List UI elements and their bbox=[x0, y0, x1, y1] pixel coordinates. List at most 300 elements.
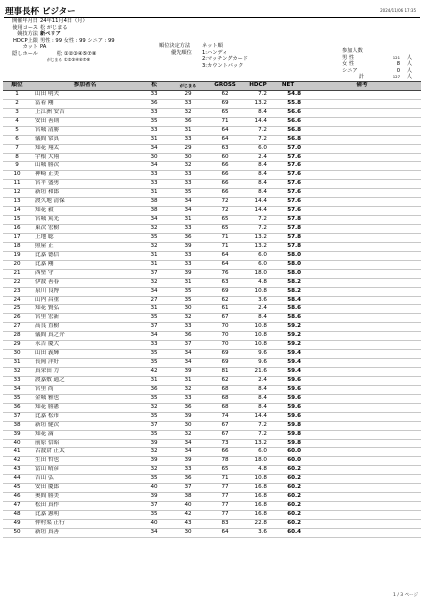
course1-score-cell: 39 bbox=[139, 439, 169, 448]
table-row bbox=[3, 394, 421, 403]
remarks-cell bbox=[303, 99, 421, 108]
results-table bbox=[3, 81, 421, 538]
course2-score-cell: 32 bbox=[169, 430, 207, 439]
table-row bbox=[3, 135, 421, 144]
name-cell: 新垣 和郎 bbox=[31, 189, 139, 198]
rank-cell: 47 bbox=[3, 502, 31, 511]
remarks-cell bbox=[303, 90, 421, 99]
remarks-cell bbox=[303, 448, 421, 457]
course2-score-cell: 39 bbox=[169, 368, 207, 377]
remarks-cell bbox=[303, 430, 421, 439]
rank-cell: 11 bbox=[3, 180, 31, 189]
name-cell: 山田 明夫 bbox=[31, 90, 139, 99]
hdcp-cell: 7.2 bbox=[243, 216, 273, 225]
total-count: 127 bbox=[392, 74, 400, 79]
remarks-cell bbox=[303, 457, 421, 466]
name-cell: 奥間 勝美 bbox=[31, 493, 139, 502]
rank-cell: 42 bbox=[3, 457, 31, 466]
remarks-cell bbox=[303, 269, 421, 278]
course2-score-cell: 42 bbox=[169, 511, 207, 520]
gross-cell: 70 bbox=[207, 332, 243, 341]
course2-score-cell: 31 bbox=[169, 126, 207, 135]
gross-cell: 60 bbox=[207, 153, 243, 162]
rank-cell: 39 bbox=[3, 430, 31, 439]
course1-score-cell: 32 bbox=[139, 403, 169, 412]
course2-score-cell: 33 bbox=[169, 225, 207, 234]
hdcp-cell: 8.4 bbox=[243, 314, 273, 323]
net-cell: 59.6 bbox=[273, 403, 303, 412]
course2-score-cell: 33 bbox=[169, 99, 207, 108]
remarks-cell bbox=[303, 314, 421, 323]
table-row bbox=[3, 153, 421, 162]
hidden-holes-row-2 bbox=[3, 57, 115, 64]
rank-cell: 21 bbox=[3, 269, 31, 278]
rank-cell: 20 bbox=[3, 260, 31, 269]
name-cell: 安田 善則 bbox=[31, 117, 139, 126]
gross-cell: 64 bbox=[207, 528, 243, 537]
rank-cell: 29 bbox=[3, 341, 31, 350]
remarks-cell bbox=[303, 242, 421, 251]
table-row bbox=[3, 332, 421, 341]
net-cell: 58.0 bbox=[273, 251, 303, 260]
net-cell: 58.0 bbox=[273, 260, 303, 269]
name-cell: 宮平 盛勇 bbox=[31, 180, 139, 189]
hdcp-cell: 2.4 bbox=[243, 153, 273, 162]
gross-cell: 62 bbox=[207, 90, 243, 99]
course1-score-cell: 40 bbox=[139, 484, 169, 493]
rank-cell: 26 bbox=[3, 314, 31, 323]
name-cell: 生田 哲也 bbox=[31, 457, 139, 466]
course-value: 松 がじまる bbox=[40, 24, 68, 31]
course1-score-cell: 30 bbox=[139, 153, 169, 162]
gross-cell: 65 bbox=[207, 466, 243, 475]
participants-block bbox=[342, 48, 412, 81]
net-cell: 57.8 bbox=[273, 225, 303, 234]
net-cell: 59.6 bbox=[273, 394, 303, 403]
net-cell: 56.8 bbox=[273, 135, 303, 144]
course1-score-cell: 35 bbox=[139, 350, 169, 359]
remarks-cell bbox=[303, 394, 421, 403]
course1-score-cell: 38 bbox=[139, 207, 169, 216]
rank-cell: 23 bbox=[3, 287, 31, 296]
remarks-cell bbox=[303, 189, 421, 198]
course2-score-cell: 39 bbox=[169, 269, 207, 278]
net-cell: 59.2 bbox=[273, 332, 303, 341]
hdcp-limit-value: 男性 : 99 女性 : 99 シニア : 99 bbox=[40, 37, 115, 44]
rank-cell: 22 bbox=[3, 278, 31, 287]
course1-score-cell: 33 bbox=[139, 171, 169, 180]
name-cell: 古波倉 正太 bbox=[31, 448, 139, 457]
name-cell: 宮里 宏新 bbox=[31, 314, 139, 323]
hdcp-cell: 10.8 bbox=[243, 323, 273, 332]
rank-cell: 28 bbox=[3, 332, 31, 341]
table-row bbox=[3, 171, 421, 180]
gross-cell: 67 bbox=[207, 314, 243, 323]
remarks-cell bbox=[303, 233, 421, 242]
course1-score-cell: 39 bbox=[139, 493, 169, 502]
remarks-cell bbox=[303, 493, 421, 502]
course1-score-cell: 33 bbox=[139, 126, 169, 135]
rank-cell: 10 bbox=[3, 171, 31, 180]
rank-cell: 40 bbox=[3, 439, 31, 448]
rank-cell: 43 bbox=[3, 466, 31, 475]
remarks-cell bbox=[303, 502, 421, 511]
rank-cell: 5 bbox=[3, 126, 31, 135]
table-row bbox=[3, 323, 421, 332]
hdcp-cell: 8.4 bbox=[243, 171, 273, 180]
net-cell: 58.0 bbox=[273, 269, 303, 278]
course2-score-cell: 34 bbox=[169, 359, 207, 368]
hdcp-cell: 16.8 bbox=[243, 502, 273, 511]
hdcp-cell: 4.8 bbox=[243, 278, 273, 287]
gross-cell: 70 bbox=[207, 341, 243, 350]
remarks-cell bbox=[303, 278, 421, 287]
remarks-cell bbox=[303, 171, 421, 180]
table-row bbox=[3, 216, 421, 225]
course1-score-cell: 32 bbox=[139, 225, 169, 234]
hdcp-cell: 8.4 bbox=[243, 162, 273, 171]
course1-score-cell: 35 bbox=[139, 511, 169, 520]
remarks-cell bbox=[303, 251, 421, 260]
rank-cell: 15 bbox=[3, 216, 31, 225]
hdcp-cell: 7.2 bbox=[243, 430, 273, 439]
name-cell: 真栄田 力 bbox=[31, 368, 139, 377]
remarks-cell bbox=[303, 144, 421, 153]
course1-score-cell: 35 bbox=[139, 412, 169, 421]
net-cell: 57.8 bbox=[273, 242, 303, 251]
total-unit: 人 bbox=[406, 74, 412, 80]
gross-cell: 71 bbox=[207, 233, 243, 242]
net-cell: 59.8 bbox=[273, 421, 303, 430]
table-header-row bbox=[3, 82, 421, 91]
rank-cell: 35 bbox=[3, 394, 31, 403]
hdcp-cell: 7.2 bbox=[243, 126, 273, 135]
gross-cell: 61 bbox=[207, 305, 243, 314]
course1-score-cell: 37 bbox=[139, 323, 169, 332]
participants-label: 参加人数 bbox=[342, 48, 363, 54]
name-cell: 永吉 慶大 bbox=[31, 341, 139, 350]
course2-score-cell: 33 bbox=[169, 466, 207, 475]
course2-score-cell: 30 bbox=[169, 421, 207, 430]
net-cell: 55.8 bbox=[273, 99, 303, 108]
name-cell: 新垣 健次 bbox=[31, 421, 139, 430]
remarks-cell bbox=[303, 528, 421, 537]
table-row bbox=[3, 162, 421, 171]
name-cell: 上江洲 安吉 bbox=[31, 108, 139, 117]
net-cell: 60.2 bbox=[273, 502, 303, 511]
name-cell: 當山 晴彦 bbox=[31, 466, 139, 475]
name-cell: 東次 宏樹 bbox=[31, 225, 139, 234]
hdcp-cell: 10.8 bbox=[243, 287, 273, 296]
name-cell: 宮城 清勝 bbox=[31, 126, 139, 135]
remarks-cell bbox=[303, 225, 421, 234]
name-cell: 安田 慶郎 bbox=[31, 484, 139, 493]
net-cell: 54.8 bbox=[273, 90, 303, 99]
course1-score-cell: 31 bbox=[139, 376, 169, 385]
net-cell: 60.2 bbox=[273, 493, 303, 502]
table-row bbox=[3, 466, 421, 475]
name-cell: 渡久地 清保 bbox=[31, 198, 139, 207]
male-unit: 人 bbox=[406, 54, 412, 61]
rank-cell: 34 bbox=[3, 385, 31, 394]
course2-score-cell: 34 bbox=[169, 439, 207, 448]
name-cell: 金城 雅也 bbox=[31, 394, 139, 403]
hdcp-cell: 13.2 bbox=[243, 99, 273, 108]
course1-score-cell: 35 bbox=[139, 233, 169, 242]
gross-cell: 74 bbox=[207, 412, 243, 421]
course1-score-cell: 35 bbox=[139, 430, 169, 439]
name-cell: 仲村渠 正行 bbox=[31, 519, 139, 528]
remarks-cell bbox=[303, 296, 421, 305]
table-row bbox=[3, 189, 421, 198]
hidden-holes-2: ①②③④⑥⑦⑧ bbox=[64, 57, 91, 62]
course1-score-cell: 34 bbox=[139, 287, 169, 296]
remarks-cell bbox=[303, 198, 421, 207]
name-cell: 山田 義輝 bbox=[31, 350, 139, 359]
rank-cell: 31 bbox=[3, 359, 31, 368]
remarks-cell bbox=[303, 287, 421, 296]
gross-cell: 65 bbox=[207, 225, 243, 234]
remarks-cell bbox=[303, 421, 421, 430]
hdcp-cell: 18.0 bbox=[243, 269, 273, 278]
gross-cell: 69 bbox=[207, 350, 243, 359]
gross-cell: 66 bbox=[207, 189, 243, 198]
course1-score-cell: 35 bbox=[139, 117, 169, 126]
gross-cell: 69 bbox=[207, 359, 243, 368]
hdcp-cell: 21.6 bbox=[243, 368, 273, 377]
table-row bbox=[3, 502, 421, 511]
table-row bbox=[3, 287, 421, 296]
rank-cell: 32 bbox=[3, 368, 31, 377]
hdcp-cell: 6.0 bbox=[243, 144, 273, 153]
rank-decision-label: 順位決定方法 bbox=[159, 43, 191, 49]
hidden-holes-label: 隠しホール bbox=[12, 50, 38, 57]
rank-cell: 27 bbox=[3, 323, 31, 332]
name-cell: 比嘉 剛 bbox=[31, 260, 139, 269]
table-row bbox=[3, 412, 421, 421]
net-cell: 59.4 bbox=[273, 359, 303, 368]
rank-cell: 49 bbox=[3, 519, 31, 528]
remarks-cell bbox=[303, 135, 421, 144]
course2-score-cell: 35 bbox=[169, 287, 207, 296]
gross-cell: 77 bbox=[207, 484, 243, 493]
senior-label: シニア bbox=[342, 67, 358, 74]
table-row bbox=[3, 198, 421, 207]
name-cell: 宮城 篤光 bbox=[31, 216, 139, 225]
rank-cell: 1 bbox=[3, 90, 31, 99]
course1-score-cell: 33 bbox=[139, 341, 169, 350]
page-title: 理事長杯 ビジター bbox=[5, 7, 76, 17]
name-cell: 照屋 正 bbox=[31, 242, 139, 251]
gross-cell: 78 bbox=[207, 457, 243, 466]
net-cell: 59.6 bbox=[273, 376, 303, 385]
hdcp-cell: 10.8 bbox=[243, 341, 273, 350]
gross-cell: 71 bbox=[207, 475, 243, 484]
course1-score-cell: 32 bbox=[139, 466, 169, 475]
course1-score-cell: 31 bbox=[139, 135, 169, 144]
hdcp-cell: 10.8 bbox=[243, 332, 273, 341]
course1-score-cell: 33 bbox=[139, 90, 169, 99]
rank-cell: 30 bbox=[3, 350, 31, 359]
net-cell: 59.8 bbox=[273, 430, 303, 439]
gross-cell: 81 bbox=[207, 368, 243, 377]
hdcp-cell: 8.4 bbox=[243, 189, 273, 198]
rank-cell: 45 bbox=[3, 484, 31, 493]
net-cell: 58.6 bbox=[273, 305, 303, 314]
priority-2: 2:マッチングカード bbox=[202, 56, 248, 62]
gross-cell: 76 bbox=[207, 269, 243, 278]
page-number: 1 / 3 ページ bbox=[393, 593, 418, 598]
gross-cell: 71 bbox=[207, 242, 243, 251]
table-row bbox=[3, 233, 421, 242]
net-cell: 57.6 bbox=[273, 198, 303, 207]
gross-cell: 64 bbox=[207, 260, 243, 269]
method-value: 新ペリア bbox=[40, 31, 61, 37]
hdcp-cell: 13.2 bbox=[243, 439, 273, 448]
table-row bbox=[3, 108, 421, 117]
table-row bbox=[3, 144, 421, 153]
net-cell: 58.4 bbox=[273, 296, 303, 305]
table-row bbox=[3, 305, 421, 314]
gross-cell: 67 bbox=[207, 430, 243, 439]
course1-score-cell: 35 bbox=[139, 394, 169, 403]
net-cell: 60.2 bbox=[273, 484, 303, 493]
course1-score-cell: 32 bbox=[139, 448, 169, 457]
hdcp-cell: 14.4 bbox=[243, 117, 273, 126]
senior-count: 0 bbox=[396, 67, 400, 74]
net-cell: 56.6 bbox=[273, 108, 303, 117]
net-cell: 60.2 bbox=[273, 475, 303, 484]
remarks-cell bbox=[303, 484, 421, 493]
course2-score-cell: 37 bbox=[169, 484, 207, 493]
course2-score-cell: 33 bbox=[169, 251, 207, 260]
rank-cell: 24 bbox=[3, 296, 31, 305]
course2-score-cell: 33 bbox=[169, 135, 207, 144]
name-cell: 儀間 真之介 bbox=[31, 332, 139, 341]
rank-cell: 38 bbox=[3, 421, 31, 430]
course2-score-cell: 31 bbox=[169, 216, 207, 225]
course2-score-cell: 32 bbox=[169, 385, 207, 394]
gross-cell: 64 bbox=[207, 251, 243, 260]
col-remarks-header: 備考 bbox=[303, 82, 421, 91]
hdcp-cell: 6.0 bbox=[243, 448, 273, 457]
hdcp-cell: 9.6 bbox=[243, 359, 273, 368]
rank-cell: 18 bbox=[3, 242, 31, 251]
priority-label: 優先順位 bbox=[171, 49, 192, 56]
course1-score-cell: 36 bbox=[139, 385, 169, 394]
remarks-cell bbox=[303, 153, 421, 162]
name-cell: 知花 勝憲 bbox=[31, 403, 139, 412]
course1-score-cell: 35 bbox=[139, 359, 169, 368]
net-cell: 60.2 bbox=[273, 511, 303, 520]
net-cell: 59.2 bbox=[273, 341, 303, 350]
hdcp-limit-label: HDCP上限 bbox=[12, 37, 38, 44]
name-cell: 儀間 常真 bbox=[31, 135, 139, 144]
net-cell: 59.6 bbox=[273, 385, 303, 394]
net-cell: 60.4 bbox=[273, 528, 303, 537]
event-date-label: 開催年月日 bbox=[12, 18, 38, 24]
gross-cell: 67 bbox=[207, 421, 243, 430]
course2-score-cell: 38 bbox=[169, 493, 207, 502]
course2-score-cell: 36 bbox=[169, 403, 207, 412]
course1-score-cell: 31 bbox=[139, 189, 169, 198]
rank-cell: 4 bbox=[3, 117, 31, 126]
name-cell: 冨着 剛 bbox=[31, 99, 139, 108]
name-cell: 山城 勝次 bbox=[31, 162, 139, 171]
net-cell: 60.0 bbox=[273, 448, 303, 457]
gross-cell: 83 bbox=[207, 519, 243, 528]
table-row bbox=[3, 99, 421, 108]
name-cell: 前原 信昭 bbox=[31, 439, 139, 448]
table-row bbox=[3, 368, 421, 377]
remarks-cell bbox=[303, 260, 421, 269]
female-label: 女 性 bbox=[342, 61, 355, 67]
gross-cell: 66 bbox=[207, 162, 243, 171]
net-cell: 57.6 bbox=[273, 180, 303, 189]
net-cell: 58.6 bbox=[273, 314, 303, 323]
course2-score-cell: 29 bbox=[169, 90, 207, 99]
gross-cell: 68 bbox=[207, 394, 243, 403]
hdcp-cell: 16.8 bbox=[243, 484, 273, 493]
hdcp-cell: 22.8 bbox=[243, 519, 273, 528]
hdcp-cell: 14.4 bbox=[243, 207, 273, 216]
name-cell: 渡嘉敷 通之 bbox=[31, 376, 139, 385]
course1-score-cell: 34 bbox=[139, 528, 169, 537]
course-label: 使用コース bbox=[12, 24, 38, 31]
hdcp-cell: 3.6 bbox=[243, 528, 273, 537]
remarks-cell bbox=[303, 341, 421, 350]
rank-cell: 36 bbox=[3, 403, 31, 412]
net-cell: 57.6 bbox=[273, 171, 303, 180]
course1-score-cell: 37 bbox=[139, 269, 169, 278]
remarks-cell bbox=[303, 207, 421, 216]
name-cell: 泉川 良博 bbox=[31, 287, 139, 296]
course2-score-cell: 39 bbox=[169, 412, 207, 421]
course2-score-cell: 32 bbox=[169, 162, 207, 171]
gross-cell: 63 bbox=[207, 144, 243, 153]
hdcp-cell: 6.0 bbox=[243, 260, 273, 269]
hdcp-cell: 2.4 bbox=[243, 376, 273, 385]
course2-score-cell: 34 bbox=[169, 448, 207, 457]
table-row bbox=[3, 314, 421, 323]
net-cell: 60.0 bbox=[273, 457, 303, 466]
gross-cell: 77 bbox=[207, 511, 243, 520]
course2-score-cell: 36 bbox=[169, 332, 207, 341]
course1-score-cell: 32 bbox=[139, 278, 169, 287]
course1-score-cell: 27 bbox=[139, 296, 169, 305]
table-row bbox=[3, 403, 421, 412]
female-count: 8 bbox=[396, 61, 400, 67]
hdcp-cell: 3.6 bbox=[243, 296, 273, 305]
name-cell: 神崎 正美 bbox=[31, 171, 139, 180]
course1-score-cell: 37 bbox=[139, 421, 169, 430]
gross-cell: 72 bbox=[207, 207, 243, 216]
gross-cell: 68 bbox=[207, 385, 243, 394]
rank-cell: 13 bbox=[3, 198, 31, 207]
course2-score-cell: 36 bbox=[169, 117, 207, 126]
gross-cell: 73 bbox=[207, 439, 243, 448]
course1-score-cell: 42 bbox=[139, 368, 169, 377]
remarks-cell bbox=[303, 323, 421, 332]
table-row bbox=[3, 117, 421, 126]
remarks-cell bbox=[303, 385, 421, 394]
table-row bbox=[3, 242, 421, 251]
net-cell: 57.6 bbox=[273, 207, 303, 216]
hdcp-cell: 14.4 bbox=[243, 198, 273, 207]
gross-cell: 66 bbox=[207, 180, 243, 189]
course2-score-cell: 29 bbox=[169, 144, 207, 153]
table-row bbox=[3, 90, 421, 99]
